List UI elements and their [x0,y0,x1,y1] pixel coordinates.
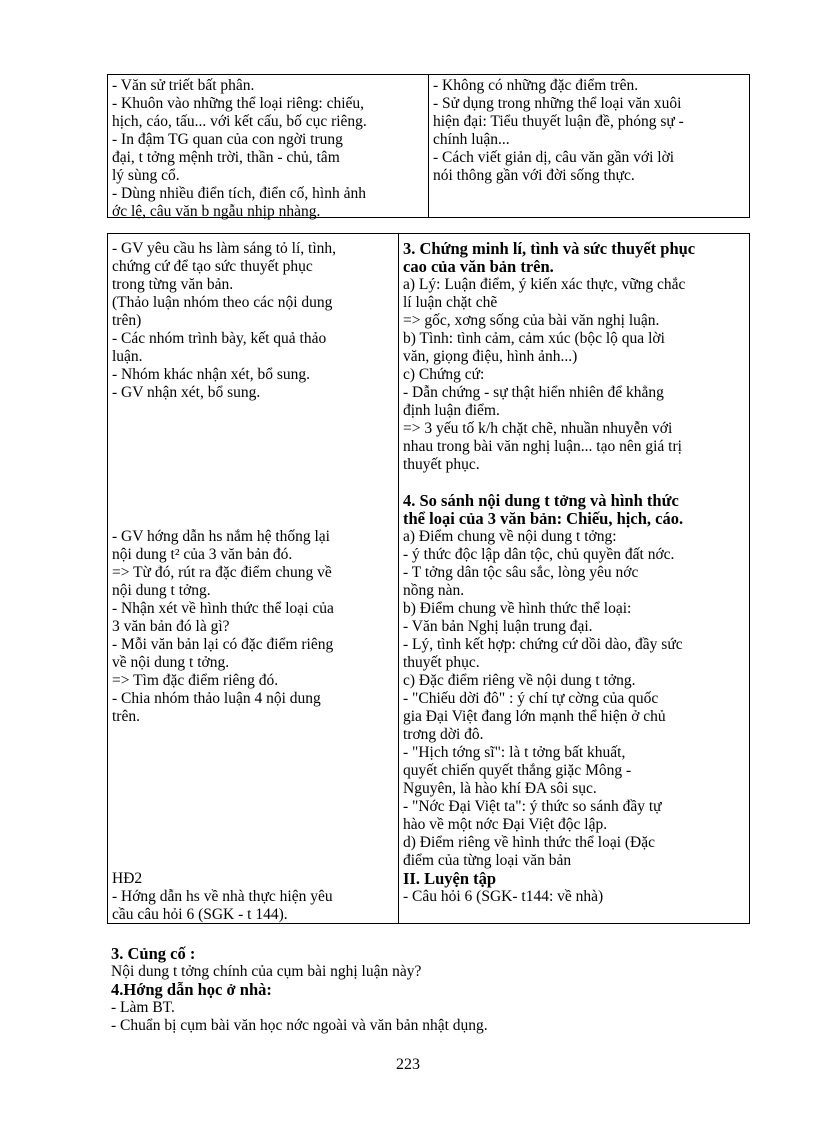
text-line: điểm của từng loại văn bản [403,852,572,869]
text-line: - ý thức độc lập dân tộc, chủ quyền đất nớc. [403,546,675,563]
text-line: - Không có những đặc điểm trên. [433,77,639,94]
text-line: - GV yêu cầu hs làm sáng tỏ lí, tình, [112,240,337,257]
text-line: định luận điểm. [403,402,500,419]
text-line: hiện đại: Tiểu thuyết luận đề, phóng sự - [433,113,684,130]
page-number: 223 [396,1056,420,1073]
text-line: 3 văn bản đó là gì? [112,618,230,635]
home-item: - Làm BT. [111,999,175,1016]
text-line: trơng dời đô. [403,726,484,743]
text-line: hịch, cáo, tấu... với kết cấu, bố cục riêng. [112,113,367,130]
text-line: gia Đại Việt đang lớn mạnh thể hiện ở chủ [403,708,666,725]
text-line: HĐ2 [112,870,143,887]
section-heading: II. Luyện tập [403,870,497,888]
teacher-activity-column [108,234,398,923]
section-heading: 4. So sánh nội dung t tởng và hình thức [403,492,679,510]
text-line: b) Điểm chung về hình thức thể loại: [403,600,632,617]
text-line: - GV nhận xét, bổ sung. [112,384,261,401]
text-line: - Văn bản Nghị luận trung đại. [403,618,593,635]
section-heading: thể loại của 3 văn bản: Chiếu, hịch, cáo. [403,510,684,528]
lesson-wrapup [111,945,751,1035]
text-line: - "Nớc Đại Việt ta": ý thức so sánh đầy tự [403,798,662,815]
text-line: văn, giọng điệu, hình ảnh...) [403,348,578,365]
text-line: - Cách viết giản dị, câu văn gần với lời [433,149,675,166]
text-line: - "Hịch tớng sĩ": là t tởng bất khuất, [403,744,626,761]
text-line: - Nhận xét về hình thức thể loại của [112,600,334,617]
text-line: lí luận chặt chẽ [403,294,498,311]
text-line: trên. [112,708,140,725]
comparison-right-cell [428,75,749,217]
section-3 [403,240,745,474]
text-line: - Khuôn vào những thể loại riêng: chiếu, [112,95,365,112]
text-line: nội dung t² của 3 văn bản đó. [112,546,293,563]
text-line: - Dùng nhiều điển tích, điển cố, hình ảnh [112,185,366,202]
lesson-table [107,233,750,924]
text-line: nhau trong bài văn nghị luận... tạo nên giá trị [403,438,682,455]
text-line: - Chia nhóm thảo luận 4 nội dung [112,690,321,707]
text-line: - Hớng dẫn hs về nhà thực hiện yêu [112,888,333,905]
section-practice [403,870,745,906]
text-line: - Sử dụng trong những thể loại văn xuôi [433,95,682,112]
text-line: - In đậm TG quan của con ngời trung [112,131,343,148]
text-line: lý sùng cổ. [112,167,180,184]
text-line: => Từ đó, rút ra đặc điểm chung về [112,564,332,581]
activity-block-2 [112,528,394,726]
text-line: thuyết phục. [403,654,480,671]
text-line: - "Chiếu dời đô" : ý chí tự cờng của quốc [403,690,659,707]
comparison-left-cell [108,75,428,220]
text-line: a) Điểm chung về nội dung t tởng: [403,528,617,545]
text-line: - GV hớng dẫn hs nắm hệ thống lại [112,528,330,545]
text-line: cầu câu hỏi 6 (SGK - t 144). [112,906,288,923]
text-line: - Dẫn chứng - sự thật hiển nhiên để khẳng [403,384,664,401]
text-line: b) Tình: tình cảm, cảm xúc (bộc lộ qua lời [403,330,665,347]
activity-block-3 [112,870,394,924]
section-heading: cao của văn bản trên. [403,258,554,276]
text-line: (Thảo luận nhóm theo các nội dung [112,294,333,311]
text-line: => 3 yếu tố k/h chặt chẽ, nhuần nhuyễn với [403,420,673,437]
text-line: nói thông gần với đời sống thực. [433,167,635,184]
text-line: => Tìm đặc điểm riêng đó. [112,672,279,689]
text-line: đại, t tởng mệnh trời, thần - chủ, tâm [112,149,340,166]
text-line: luận. [112,348,143,365]
activity-block-1 [112,240,394,402]
text-line: ớc lệ, câu văn b ngẫu nhịp nhàng. [112,203,321,220]
text-line: trong từng văn bản. [112,276,234,293]
comparison-table-top [107,74,750,218]
text-line: - Các nhóm trình bày, kết quả thảo [112,330,327,347]
text-line: - Mỗi văn bản lại có đặc điểm riêng [112,636,334,653]
section-4 [403,492,745,870]
text-line: chứng cứ để tạo sức thuyết phục [112,258,313,275]
text-line: a) Lý: Luận điểm, ý kiến xác thực, vững chắc [403,276,686,293]
text-line: c) Chứng cứ: [403,366,485,383]
text-line: => gốc, xơng sống của bài văn nghị luận. [403,312,660,329]
text-line: d) Điểm riêng về hình thức thể loại (Đặc [403,834,656,851]
text-line: Nguyên, là hào khí ĐA sôi sục. [403,780,597,797]
text-line: về nội dung t tởng. [112,654,230,671]
text-line: nồng nàn. [403,582,465,599]
text-line: - Lý, tình kết hợp: chứng cứ dồi dào, đầy sức [403,636,683,653]
consolidation-heading: 3. Củng cố : [111,945,196,963]
home-guidance-heading: 4.Hớng dẫn học ở nhà: [111,981,272,999]
text-line: - T tởng dân tộc sâu sắc, lòng yêu nớc [403,564,639,581]
text-line: chính luận... [433,131,510,148]
text-line: - Câu hỏi 6 (SGK- t144: về nhà) [403,888,604,905]
text-line: trên) [112,312,142,329]
text-line: hào về một nớc Đại Việt độc lập. [403,816,608,833]
section-heading: 3. Chứng minh lí, tình và sức thuyết phục [403,240,696,258]
text-line: nội dung t tởng. [112,582,211,599]
text-line: c) Đặc điểm riêng về nội dung t tởng. [403,672,636,689]
text-line: - Văn sử triết bất phân. [112,77,255,94]
consolidation-text: Nội dung t tởng chính của cụm bài nghị luận này? [111,963,422,980]
text-line: quyết chiến quyết thắng giặc Mông - [403,762,632,779]
content-column [398,234,749,923]
home-item: - Chuẩn bị cụm bài văn học nớc ngoài và văn bản nhật dụng. [111,1017,488,1034]
text-line: thuyết phục. [403,456,480,473]
text-line: - Nhóm khác nhận xét, bổ sung. [112,366,311,383]
